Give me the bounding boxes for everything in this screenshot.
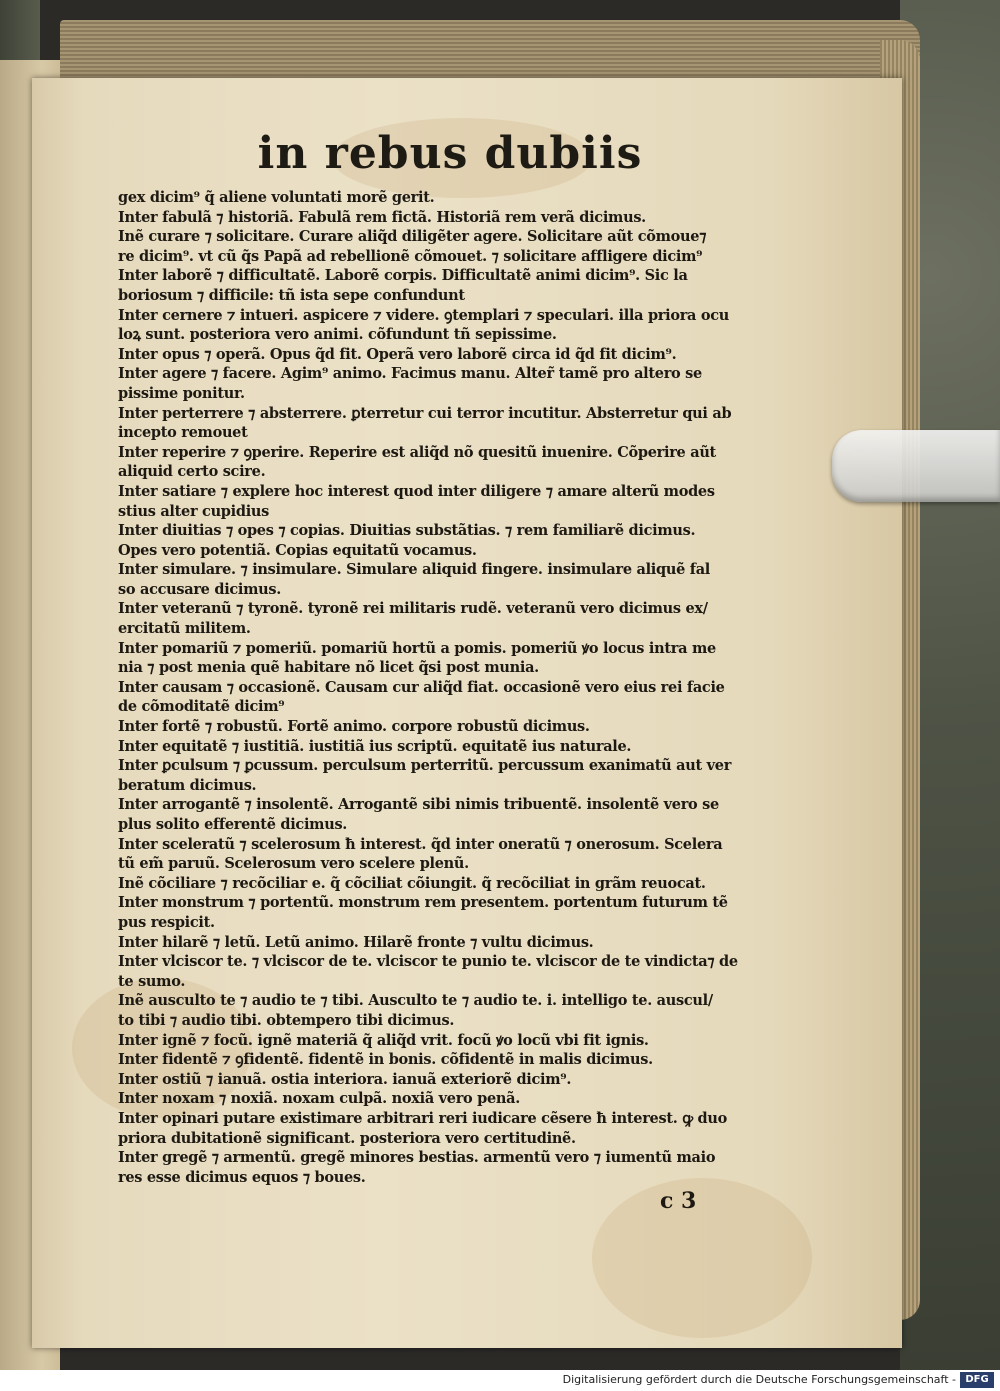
text-line: Inter arrogantẽ ⁊ insolentẽ. Arrogantẽ sibi nimis tribuentẽ. insolentẽ vero se [118,796,719,814]
text-line: incepto remouet [118,424,248,442]
text-line: Inter reperire ⁊ ꝯperire. Reperire est aliq̃d nõ quesitũ inuenire. Cõperire aũt [118,443,716,461]
text-line: Inter causam ⁊ occasionẽ. Causam cur aliq̃d fiat. occasionẽ vero eius rei facie [118,678,725,696]
text-line: Inter fortẽ ⁊ robustũ. Fortẽ animo. corpore robustũ dicimus. [118,718,590,736]
text-line: nia ⁊ post menia quẽ habitare nõ licet q̃si post munia. [118,659,539,677]
text-line: Inter ignẽ ⁊ focũ. ignẽ materiã q̃ aliq̃d vrit. focũ ꝟo locũ vbi fit ignis. [118,1031,649,1049]
text-line: Inẽ curare ⁊ solicitare. Curare aliq̃d diligẽter agere. Solicitare aũt cõmoue⁊ [118,228,707,246]
text-line: Inter fidentẽ ⁊ ꝯfidentẽ. fidentẽ in bonis. cõfidentẽ in malis dicimus. [118,1051,653,1069]
text-line: Inter opinari putare existimare arbitrari reri iudicare cẽsere ħ interest. ꝙ duo [118,1109,728,1127]
text-line: loꝝ sunt. posteriora vero animi. cõfundunt tñ sepissime. [118,326,557,344]
text-line: Inter gregẽ ⁊ armentũ. gregẽ minores bestias. armentũ vero ⁊ iumentũ maio [118,1149,716,1167]
text-line: Inter sceleratũ ⁊ scelerosum ħ interest. q̃d inter oneratũ ⁊ onerosum. Scelera [118,835,723,853]
text-line: stius alter cupidius [118,502,270,520]
text-line: aliquid certo scire. [118,463,266,481]
signature-mark: c 3 [660,1188,697,1214]
text-line: Inter ostiũ ⁊ ianuã. ostia interiora. ianuã exteriorẽ dicim⁹. [118,1070,572,1088]
text-line: boriosum ⁊ difficile: tñ ista sepe confundunt [118,286,465,304]
funding-credit: Digitalisierung gefördert durch die Deutsche Forschungsgemeinschaft - [562,1373,956,1386]
text-block [118,188,778,1187]
text-line: priora dubitationẽ significant. posteriora vero certitudinẽ. [118,1129,576,1147]
text-line: Inter satiare ⁊ explere hoc interest quod inter diligere ⁊ amare alterũ modes [118,482,715,500]
text-line: Inẽ ausculto te ⁊ audio te ⁊ tibi. Ausculto te ⁊ audio te. i. intelligo te. auscul/ [118,992,713,1010]
running-title: in rebus dubiis [257,128,643,179]
text-line: Inter vlciscor te. ⁊ vlciscor de te. vlciscor te punio te. vlciscor de te vindicta⁊ de [118,953,738,971]
text-line: pissime ponitur. [118,384,245,402]
text-line: pus respicit. [118,913,215,931]
footer-bar [0,1370,1000,1391]
text-line: Inter agere ⁊ facere. Agim⁹ animo. Facimus manu. Alter̃ tamẽ pro altero se [118,365,702,383]
text-line: te sumo. [118,972,186,990]
text-line: Inter fabulã ⁊ historiã. Fabulã rem fictã. Historiã rem verã dicimus. [118,208,646,226]
text-line: Inter diuitias ⁊ opes ⁊ copias. Diuitias substãtias. ⁊ rem familiarẽ dicimus. [118,522,696,540]
text-line: de cõmoditatẽ dicim⁹ [118,698,285,716]
text-line: to tibi ⁊ audio tibi. obtempero tibi dicimus. [118,1011,455,1029]
text-line: re dicim⁹. vt cũ q̃s Papã ad rebellionẽ cõmouet. ⁊ solicitare affligere dicim⁹ [118,247,703,265]
text-line: res esse dicimus equos ⁊ boues. [118,1168,366,1186]
text-line: Inter ꝑculsum ⁊ ꝑcussum. perculsum perterritũ. percussum exanimatũ aut ver [118,757,732,775]
text-line: ercitatũ militem. [118,620,251,638]
text-line: Inter monstrum ⁊ portentũ. monstrum rem presentem. portentum futurum tẽ [118,894,728,912]
stain [592,1178,812,1338]
text-line: Inter simulare. ⁊ insimulare. Simulare aliquid fingere. insimulare aliquẽ fal [118,561,710,579]
text-line: Inter hilarẽ ⁊ letũ. Letũ animo. Hilarẽ fronte ⁊ vultu dicimus. [118,933,594,951]
text-line: Inter perterrere ⁊ absterrere. ꝑterretur cui terror incutitur. Absterretur qui ab [118,404,732,422]
text-line: beratum dicimus. [118,776,257,794]
text-line: Inter pomariũ ⁊ pomeriũ. pomariũ hortũ a pomis. pomeriũ ꝟo locus intra me [118,639,716,657]
text-line: Inter noxam ⁊ noxiã. noxam culpã. noxiã vero penã. [118,1090,521,1108]
page-block-top [60,20,920,80]
dfg-logo: DFG [960,1372,994,1388]
text-line: Inter cernere ⁊ intueri. aspicere ⁊ videre. ꝯtemplari ⁊ speculari. illa priora ocu [118,306,730,324]
text-line: plus solito efferentẽ dicimus. [118,816,348,833]
text-line: so accusare dicimus. [118,580,282,598]
text-line: Inter laborẽ ⁊ difficultatẽ. Laborẽ corpis. Difficultatẽ animi dicim⁹. Sic la [118,267,688,285]
text-line: Inter equitatẽ ⁊ iustitiã. iustitiã ius scriptũ. equitatẽ ius naturale. [118,737,632,755]
text-line: gex dicim⁹ q̃ aliene voluntati morẽ gerit. [118,189,435,206]
text-line: Inter veteranũ ⁊ tyronẽ. tyronẽ rei militaris rudẽ. veteranũ vero dicimus ex/ [118,600,708,618]
text-line: Inẽ cõciliare ⁊ recõciliar e. q̃ cõciliat cõiungit. q̃ recõciliat in grãm reuocat. [118,874,706,892]
text-line: tũ em̃ paruũ. Scelerosum vero scelere plenũ. [118,855,469,873]
text-line: Opes vero potentiã. Copias equitatũ vocamus. [118,541,477,559]
page-clip [832,430,1000,502]
text-line: Inter opus ⁊ operã. Opus q̃d fit. Operã vero laborẽ circa id q̃d fit dicim⁹. [118,345,677,363]
